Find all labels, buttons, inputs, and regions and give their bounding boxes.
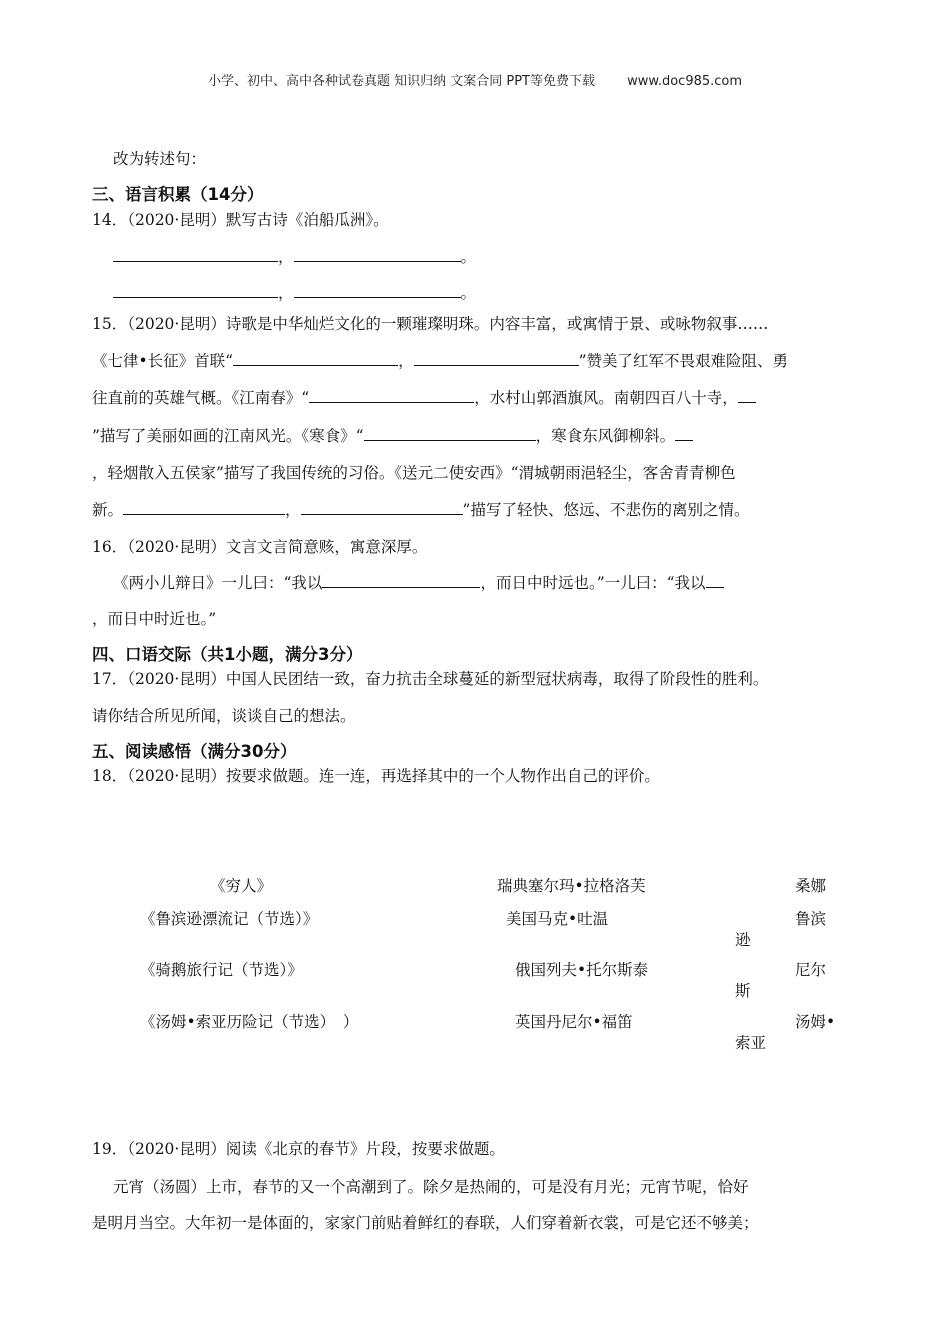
q15-line-6 — [92, 498, 749, 520]
text: 往直前的英雄气概。《江南春》“ — [92, 389, 310, 407]
author-item[interactable]: 俄国列夫•托尔斯泰 — [515, 961, 649, 979]
q15-line-2 — [92, 349, 788, 371]
text: 《两小儿辩日》一儿曰：“我以 — [113, 574, 323, 592]
q16-stem: 16．（2020·昆明）文言文言简意赅，寓意深厚。 — [92, 538, 428, 556]
answer-blank[interactable] — [364, 425, 536, 442]
author-item[interactable]: 瑞典塞尔玛•拉格洛芙 — [497, 877, 646, 895]
text: ”赞美了红军不畏艰难险阻、勇 — [578, 352, 789, 370]
author-item[interactable]: 英国丹尼尔•福笛 — [515, 1013, 633, 1031]
q19-paragraph-1: 元宵（汤圆）上市，春节的又一个高潮到了。除夕是热闹的，可是没有月光；元宵节呢，恰好 — [113, 1178, 749, 1196]
answer-blank[interactable] — [675, 425, 693, 442]
answer-blank[interactable] — [309, 387, 474, 404]
q17-line-1: 17．（2020·昆明）中国人民团结一致，奋力抗击全球蔓延的新型冠状病毒，取得了阶段性的胜利。 — [92, 670, 769, 688]
book-item[interactable]: 《穷人》 — [210, 877, 273, 895]
section-5-title: 五、阅读感悟（满分30分） — [92, 742, 297, 761]
q-prev-label: 改为转述句： — [113, 150, 207, 168]
q15-line-3 — [92, 386, 756, 408]
page-header — [0, 70, 950, 89]
q18-stem: 18．（2020·昆明）按要求做题。连一连，再选择其中的一个人物作出自己的评价。 — [92, 767, 660, 785]
book-item[interactable]: 《汤姆•索亚历险记（节选） ） — [140, 1013, 359, 1031]
character-item[interactable]: 桑娜 — [795, 877, 827, 895]
q15-line-1: 15．（2020·昆明）诗歌是中华灿烂文化的一颗璀璨明珠。内容丰富，或寓情于景、或咏物叙事…… — [92, 315, 769, 333]
text: ，水村山郭酒旗风。南朝四百八十寺， — [474, 389, 738, 407]
header-site: www.doc985.com — [627, 74, 743, 89]
punct: 。 — [460, 284, 477, 302]
character-item-cont: 索亚 — [735, 1034, 767, 1052]
answer-blank[interactable] — [294, 282, 461, 299]
q19-paragraph-2: 是明月当空。大年初一是体面的，家家门前贴着鲜红的春联，人们穿着新衣裳，可是它还不够美； — [92, 1214, 759, 1232]
header-text: 小学、初中、高中各种试卷真题 知识归纳 文案合同 PPT等免费下载 — [207, 74, 595, 89]
q15-line-4 — [92, 424, 693, 446]
answer-blank[interactable] — [706, 572, 724, 589]
character-item-cont: 逊 — [735, 931, 751, 949]
answer-blank[interactable] — [233, 350, 398, 367]
punct: ， — [278, 284, 294, 302]
q17-line-2: 请你结合所见所闻，谈谈自己的想法。 — [92, 707, 356, 725]
section-4-title: 四、口语交际（共1小题，满分3分） — [92, 645, 363, 664]
answer-blank[interactable] — [123, 499, 285, 516]
text: 《七律•长征》首联“ — [92, 352, 234, 370]
q16-line-3: ，而日中时近也。” — [92, 610, 217, 628]
q15-line-5: ，轻烟散入五侯家”描写了我国传统的习俗。《送元二使安西》“渭城朝雨浥轻尘，客舍青青柳色 — [92, 464, 736, 482]
q14-answer-line-2 — [113, 281, 476, 303]
character-item[interactable]: 汤姆• — [795, 1013, 836, 1031]
text: 新。 — [92, 501, 124, 519]
answer-blank[interactable] — [294, 246, 461, 263]
punct: 。 — [460, 248, 477, 266]
q16-line-2 — [113, 571, 724, 593]
text: ，寒食东风御柳斜。 — [535, 427, 676, 445]
answer-blank[interactable] — [738, 387, 756, 404]
answer-blank[interactable] — [113, 246, 278, 263]
character-item-cont: 斯 — [735, 982, 751, 1000]
punct: ， — [278, 248, 294, 266]
q19-stem: 19．（2020·昆明）阅读《北京的春节》片段，按要求做题。 — [92, 1140, 505, 1158]
text: ， — [285, 501, 301, 519]
answer-blank[interactable] — [414, 350, 579, 367]
answer-blank[interactable] — [322, 572, 480, 589]
book-item[interactable]: 《骑鹅旅行记（节选）》 — [140, 961, 303, 979]
text: ， — [398, 352, 414, 370]
q14-stem: 14．（2020·昆明）默写古诗《泊船瓜洲》。 — [92, 211, 389, 229]
author-item[interactable]: 美国马克•吐温 — [506, 910, 609, 928]
book-item[interactable]: 《鲁滨逊漂流记（节选）》 — [140, 910, 319, 928]
text: ”描写了美丽如画的江南风光。《寒食》“ — [92, 427, 364, 445]
character-item[interactable]: 尼尔 — [795, 961, 827, 979]
answer-blank[interactable] — [301, 499, 463, 516]
q14-answer-line-1 — [113, 245, 476, 267]
character-item[interactable]: 鲁滨 — [795, 910, 827, 928]
answer-blank[interactable] — [113, 282, 278, 299]
text: ，而日中时远也。”一儿曰：“我以 — [480, 574, 706, 592]
section-3-title: 三、语言积累（14分） — [92, 185, 264, 204]
text: ”描写了轻快、悠远、不悲伤的离别之情。 — [462, 501, 750, 519]
